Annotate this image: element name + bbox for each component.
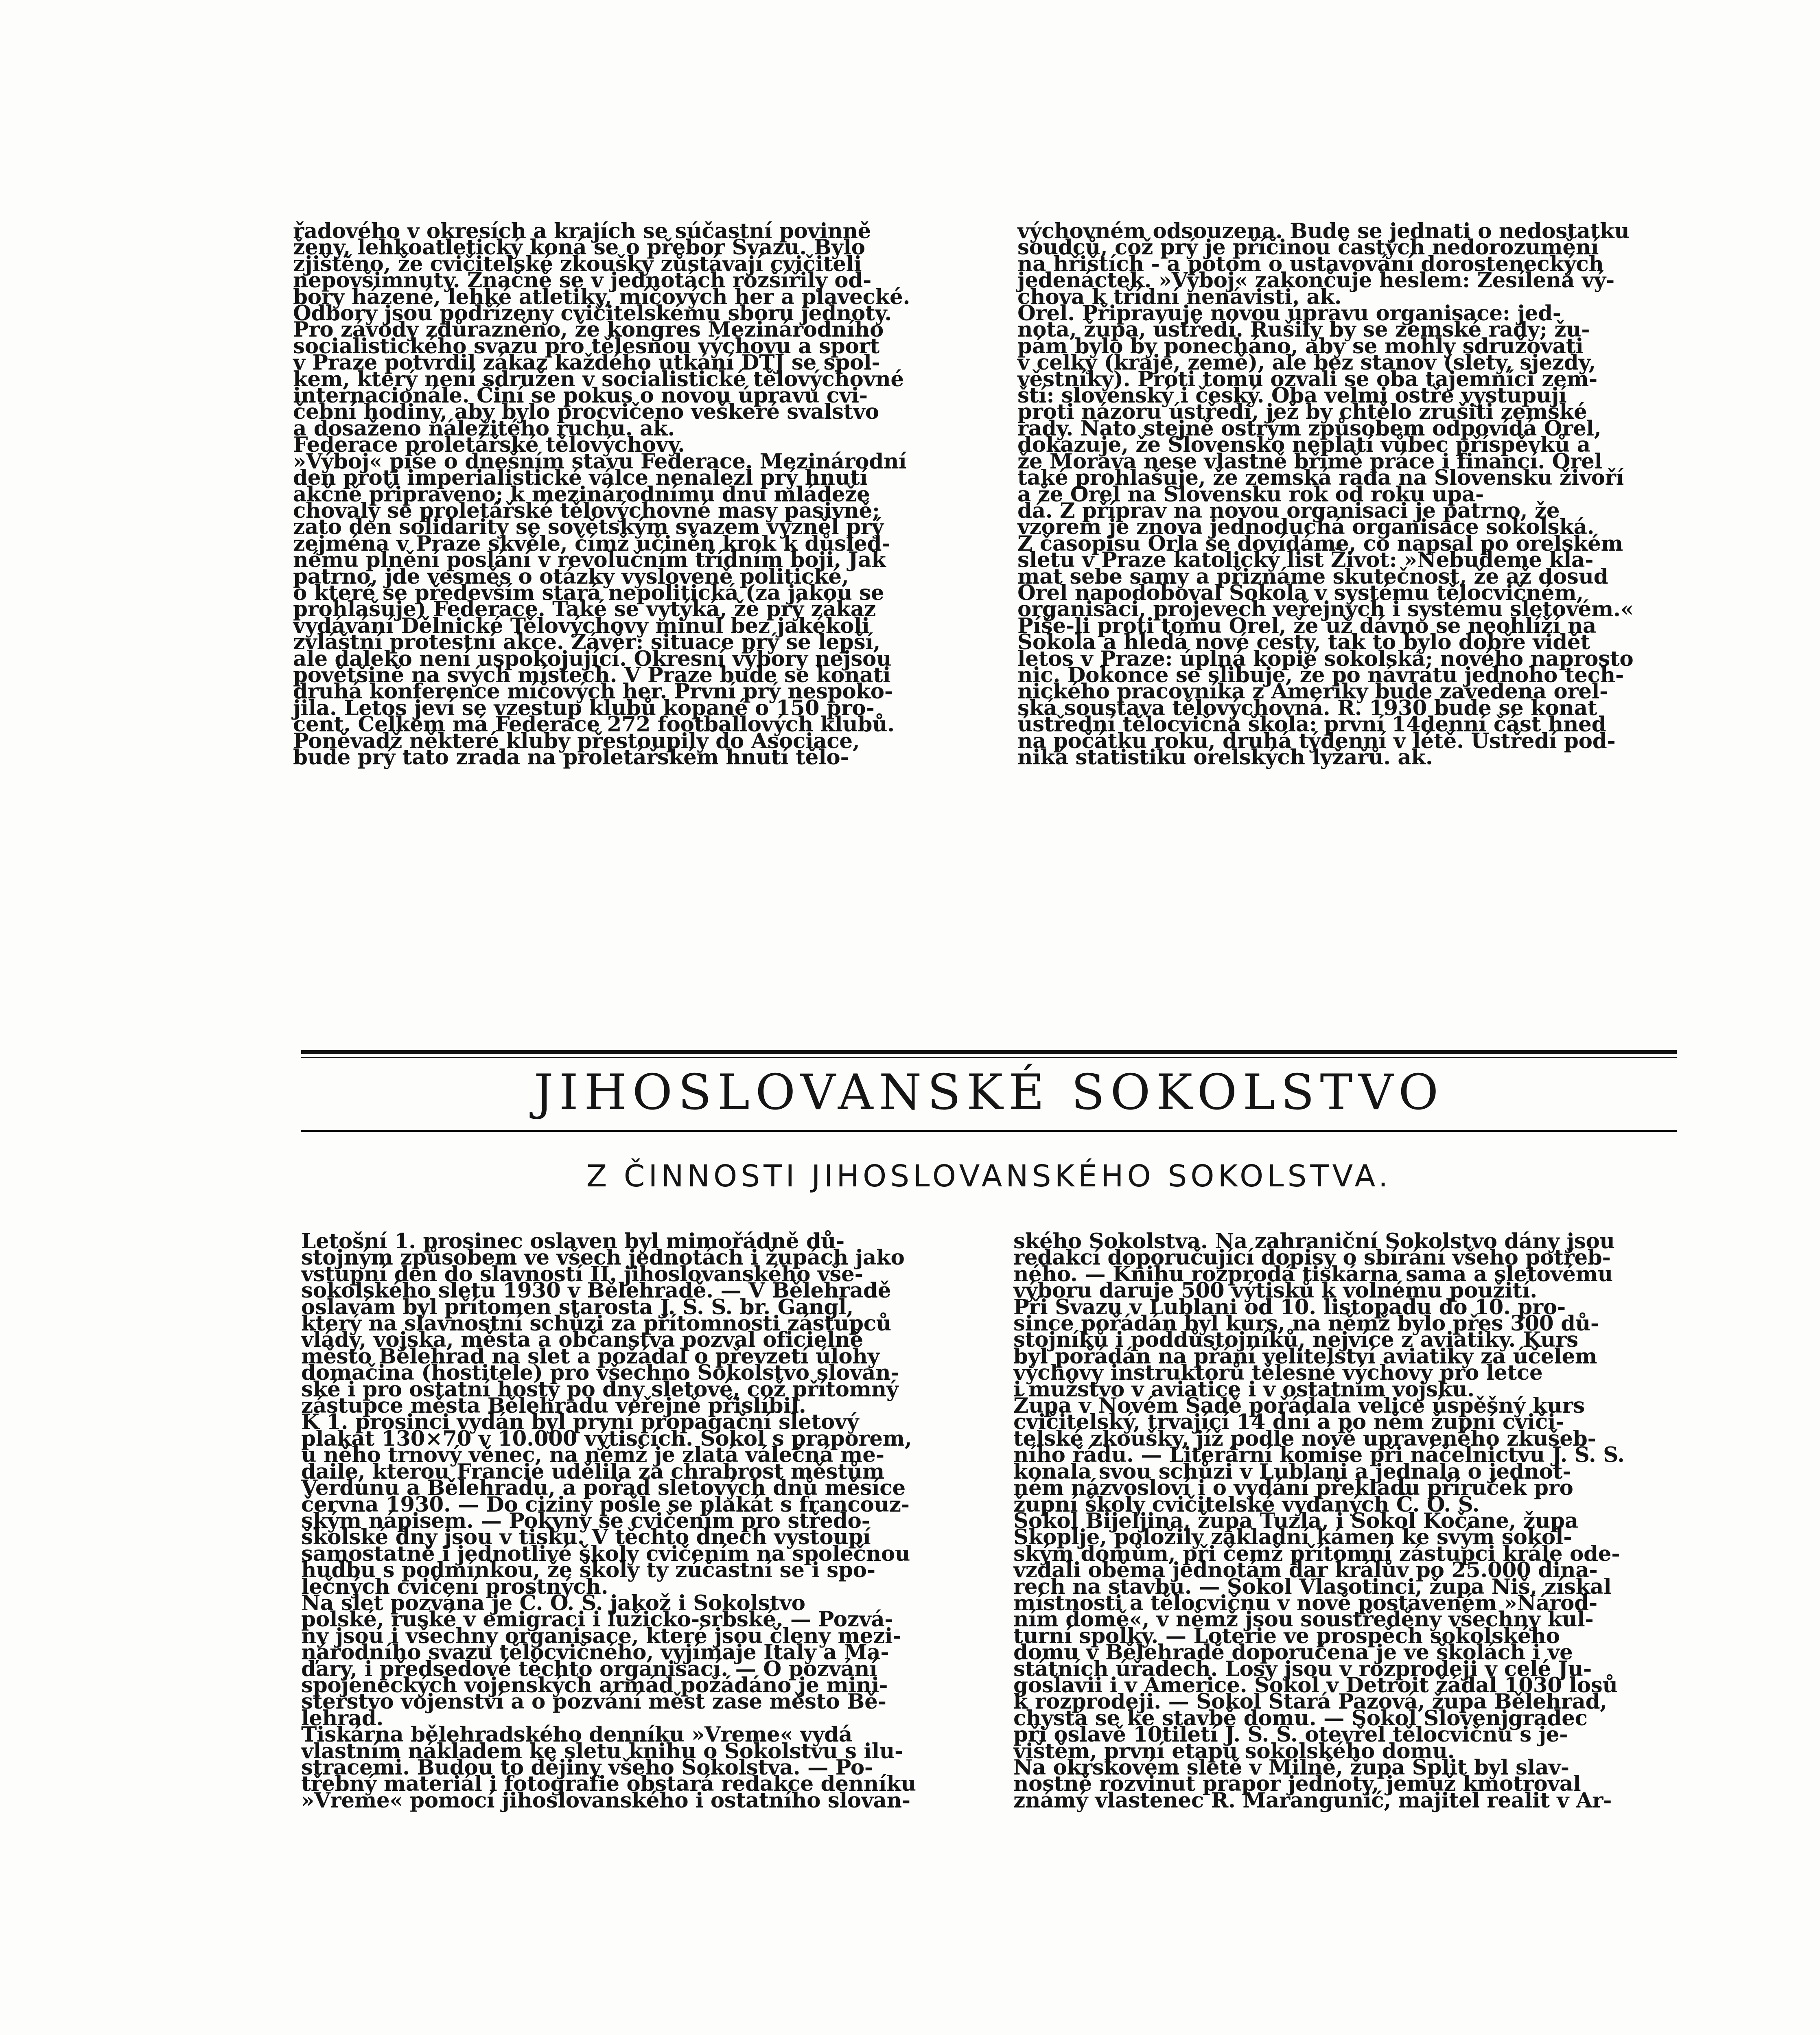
top-left-column: řadového v okresích a krajích se súčastní povinně ženy, lehkoatletický koná se o přebor Svazu. Bylo zjištěno, že cvičitelské zkoušky zůstávají cvičiteli nepovšimnuty. Značně se v jednotách rozšířily od- bory házené, lehké atletiky, míčových her a plavecké. Odbory jsou podřízeny cvičitelskému sboru jednoty. Pro závody zdůrazněno, že kongres Mezinárodního socialistického svazu pro tělesnou výchovu a sport v Praze potvrdil zákaz každého utkání DTJ se spol- kem, který není sdružen v socialistické tělovýchovné internacionále. Činí se pokus o novou úpravu cvi- čební hodiny, aby bylo procvičeno veškeré svalstvo a dosaženo náležitého ruchu. ak. Federace proletářské tělovýchovy. »Výboj« píše o dnešním stavu Federace. Mezinárodní den proti imperialistické válce nenalezl prý hnutí akčně připraveno; k mezinárodnímu dnu mládeže chovaly se proletářské tělovýchovné masy pasivně; zato den solidarity se sovětským svazem vyzněl prý zejména v Praze skvěle, čímž učiněn krok k důsled- nému plnění poslání v revolučním třídním boji. Jak patrno, jde vesměs o otázky vysloveně politické, o které se především stará nepolitická (za jakou se prohlašuje) Federace. Také se vytýká, že prý zákaz vydávání Dělnické Tělovýchovy minul bez jakékoli zvláštní protestní akce. Závěr: situace prý se lepší, ale daleko není uspokojující. Okresní výbory nejsou povětšině na svých místech. V Praze bude se konati druhá konference míčových her. První prý nespoko- jila. Letos jeví se vzestup klubů kopané o 150 pro- cent. Celkem má Federace 272 footballových klubů. Poněvadž některé kluby přestoupily do Asociace, bude prý tato zrada na proletářském hnutí tělo- bbox=[293, 219, 910, 770]
section-rule-bottom bbox=[301, 1130, 1677, 1132]
bottom-right-column: ského Sokolstva. Na zahraniční Sokolstvo dány jsou redakcí doporučující dopisy o sbírání všeho potřeb- ného. — Knihu rozprodá tiskárna sama a sletovému výboru daruje 500 výtisků k volnému použití. Při Svazu v Lublani od 10. listopadu do 10. pro- since pořádán byl kurs, na němž bylo přes 300 dů- stojníků i poddůstojníků, nejvíce z aviatiky. Kurs byl pořádán na přání velitelství aviatiky za účelem výchovy instruktorů tělesné výchovy pro letce i mužstvo v aviatice i v ostatním vojsku. Župa v Novém Sadě pořádala velice úspěšný kurs cvičitelský, trvající 14 dní a po něm župní cviči- telské zkoušky, jíž podle nově upraveného zkušeb- ního řádu. — Literární komise při náčelnictvu J. S. S. konala svou schůzi v Lublani a jednala o jednot- ném názvosloví i o vydání překladu příruček pro župní školy cvičitelské vydaných Č. O. S. Sokol Bijeljina, župa Tuzla, i Sokol Kočane, župa Skoplje, položily základní kámen ke svým sokol- ským domům, při čemž přítomní zástupci krále ode- vzdali oběma jednotám dar králův po 25.000 dina- rech na stavbu. — Sokol Vlasotinci, župa Niš, získal místnosti a tělocvičnu v nově postaveném »Národ- ním domě«, v němž jsou soustředěny všechny kul- turní spolky. — Loterie ve prospěch sokolského domu v Bělehradě doporučena je ve školách i ve státních úřadech. Losy jsou v rozprodeji v celé Ju- goslavii i v Americe. Sokol v Detroit žádal 1030 losů k rozprodeji. — Sokol Stará Pazová, župa Bělehrad, chystá se ke stavbě domu. — Sokol Slovenjgradec při oslavě 10tiletí J. S. S. otevřel tělocvičnu s je- vištěm, první etapu sokolského domu. Na okrskovém sletě v Milně, župa Split byl slav- nostně rozvinut prapor jednoty, jemuž kmotroval známý vlastenec R. Marangunić, majitel realit v Ar- bbox=[1013, 1229, 1625, 1813]
section-rule-thin bbox=[301, 1057, 1677, 1058]
article-title: Z ČINNOSTI JIHOSLOVANSKÉHO SOKOLSTVA. bbox=[586, 1159, 1392, 1194]
section-title: JIHOSLOVANSKÉ SOKOLSTVO bbox=[534, 1064, 1444, 1121]
bottom-left-column: Letošní 1. prosinec oslaven byl mimořádně dů- stojným způsobem ve všech jednotách i župách jako vstupní den do slavností II. jihoslovanského vše- sokolského sletu 1930 v Bělehradě. — V Bělehradě oslavám byl přítomen starosta J. S. S. br. Gangl, který na slavnostní schůzi za přítomnosti zástupců vlády, vojska, města a občanstva pozval oficielně město Bělehrad na slet a požádal o převzetí úlohy domačina (hostitele) pro všechno Sokolstvo slovan- ské i pro ostatní hosty po dny sletové, což přítomný zástupce města Bělehradu veřejně přislíbil. K 1. prosinci vydán byl první propagační sletový plakát 130×70 v 10.000 výtiscích. Sokol s praporem, u něho trnový věnec, na němž je zlatá válečná me- daile, kterou Francie udělila za chrabrost městům Verdunu a Bělehradu, a pořad sletových dnů měsíce června 1930. — Do ciziny pošle se plakát s francouz- ským nápisem. — Pokyny se cvičením pro středo- školské dny jsou v tisku. V těchto dnech vystoupí samostatně i jednotlivé školy cvičením na společnou hudbu s podmínkou, že školy ty zúčastní se i spo- lečných cvičení prostných. Na slet pozvána je Č. O. S. jakož i Sokolstvo polské, ruské v emigraci i lužicko-srbské. — Pozvá- ny jsou i všechny organisace, které jsou členy mezi- národního svazu tělocvičného, vyjímaje Italy a Ma- ďary, i předsedové těchto organisací. — O pozvání spojeneckých vojenských armád požádáno je mini- sterstvo vojenství a o pozvání měst zase město Bě- lehrad. Tiskárna bělehradského denníku »Vreme« vydá vlastním nákladem ke sletu knihu o Sokolstvu s ilu- stracemi. Budou to dějiny všeho Sokolstva. — Po- třebný materiál i fotografie obstará redakce denníku »Vreme« pomocí jihoslovanského i ostatního slovan- bbox=[301, 1229, 916, 1813]
top-right-column: výchovném odsouzena. Bude se jednati o nedostatku soudců, což prý je příčinou častých nedorozumění na hřištích - a potom o ustavování dorosteneckých jedenáctek. »Výboj« zakončuje heslem: Zesílená vý- chova k třídní nenávisti. ak. Orel. Připravuje novou úpravu organisace: jed- nota, župa, ústředí. Rušily by se zemské rady; žu- pám bylo by ponecháno, aby se mohly sdružovati v celky (kraje, země), ale bez stanov (slety, sjezdy, věstníky). Proti tomu ozvali se oba tajemníci zem- ští: slovenský i český. Oba velmi ostře vystupují proti názoru ústředí, jež by chtělo zrušiti zemské rady. Nato stejně ostrým způsobem odpovídá Orel, dokazuje, že Slovensko neplatí vůbec příspěvků a že Morava nese vlastně břímě práce i financí. Orel také prohlašuje, že zemská rada na Slovensku živoří a že Orel na Slovensku rok od roku upa- dá. Z příprav na novou organisaci je patrno, že vzorem je znova jednoduchá organisace sokolská. Z časopisu Orla se dovídáme, co napsal po orelském sletu v Praze katolický list Život: »Nebudeme kla- mat sebe samy a přiznáme skutečnost, že až dosud Orel napodoboval Sokola v systému tělocvičném, organisaci, projevech veřejných i systému sletovém.« Píše-li proti tomu Orel, že už dávno se neohlíží na Sokola a hledá nové cesty, tak to bylo dobře vidět letos v Praze: úplná kopie sokolská; nového naprosto nic. Dokonce se slibuje, že po návratu jednoho tech- nického pracovníka z Ameriky bude zavedena orel- ská soustava tělovýchovná. R. 1930 bude se konat ústřední tělocvičná škola: první 14denní část hned na počátku roku, druhá týdenní v létě. Ústředí pod- niká statistiku orelských lyžařů. ak. bbox=[1017, 219, 1634, 770]
section-rule-thick bbox=[301, 1050, 1677, 1054]
